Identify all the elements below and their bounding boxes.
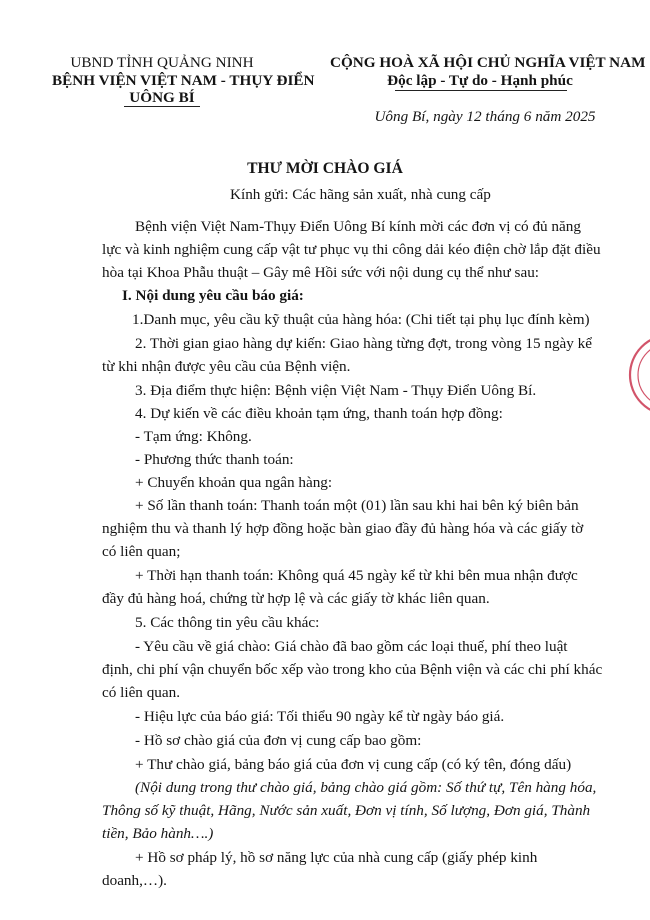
item-5-note-line-3: tiền, Bảo hành….): [102, 825, 214, 842]
item-5-quote-letter: + Thư chào giá, bảng báo giá của đơn vị cung cấp (có ký tên, đóng dấu): [135, 756, 572, 773]
item-4-advance: - Tạm ứng: Không.: [135, 428, 252, 445]
item-4-installments-line-2: nghiệm thu và thanh lý hợp đồng hoặc bàn giao đầy đủ hàng hóa và các giấy tờ: [102, 520, 584, 537]
item-4-payment-method: - Phương thức thanh toán:: [135, 451, 294, 468]
document-title: THƯ MỜI CHÀO GIÁ: [247, 160, 403, 177]
stamp-inner-ring: [638, 343, 650, 407]
stamp-outer-ring: [630, 335, 650, 415]
item-5-legal-line-1: + Hồ sơ pháp lý, hồ sơ năng lực của nhà cung cấp (giấy phép kinh: [135, 849, 538, 866]
header-right-underline: [395, 90, 567, 91]
item-5-dossier: - Hồ sơ chào giá của đơn vị cung cấp bao gồm:: [135, 732, 422, 749]
item-5-validity: - Hiệu lực của báo giá: Tối thiểu 90 ngày kể từ ngày báo giá.: [135, 708, 505, 725]
item-5-price-line-2: định, chi phí vận chuyển bốc xếp vào trong kho của Bệnh viện và các chi phí khác: [102, 661, 603, 678]
section-heading: I. Nội dung yêu cầu báo giá:: [122, 287, 304, 304]
item-2-line-1: 2. Thời gian giao hàng dự kiến: Giao hàng từng đợt, trong vòng 15 ngày kể: [135, 335, 593, 352]
hospital-name: BỆNH VIỆN VIỆT NAM - THỤY ĐIỂN: [52, 72, 315, 89]
national-motto: Độc lập - Tự do - Hạnh phúc: [387, 72, 573, 89]
hospital-location: UÔNG BÍ: [129, 89, 195, 106]
intro-line-2: lực và kinh nghiệm cung cấp vật tư phục vụ thi công dải kéo điện chờ lắp đặt điều: [102, 241, 601, 258]
item-4-bank-transfer: + Chuyển khoản qua ngân hàng:: [135, 474, 333, 491]
red-stamp-seal: [626, 330, 650, 420]
header-left-underline: [124, 106, 200, 107]
item-4-installments-line-3: có liên quan;: [102, 543, 181, 560]
national-title: CỘNG HOÀ XÃ HỘI CHỦ NGHĨA VIỆT NAM: [330, 54, 646, 71]
item-5-legal-line-2: doanh,…).: [102, 872, 167, 889]
item-5-note-line-2: Thông số kỹ thuật, Hãng, Nước sản xuất, Đơn vị tính, Số lượng, Đơn giá, Thành: [102, 802, 591, 819]
item-5-price-line-1: - Yêu cầu về giá chào: Giá chào đã bao gồm các loại thuế, phí theo luật: [135, 638, 568, 655]
intro-line-3: hòa tại Khoa Phẫu thuật – Gây mê Hồi sức với nội dung cụ thể như sau:: [102, 264, 540, 281]
item-2-line-2: từ khi nhận được yêu cầu của Bệnh viện.: [102, 358, 351, 375]
item-5-note-line-1: (Nội dung trong thư chào giá, bảng chào giá gồm: Số thứ tự, Tên hàng hóa,: [135, 779, 597, 796]
greeting: Kính gửi: Các hãng sản xuất, nhà cung cấp: [230, 186, 491, 203]
item-3: 3. Địa điểm thực hiện: Bệnh viện Việt Nam - Thụy Điển Uông Bí.: [135, 382, 537, 399]
item-5-price-line-3: có liên quan.: [102, 684, 181, 701]
item-5: 5. Các thông tin yêu cầu khác:: [135, 614, 320, 631]
intro-line-1: Bệnh viện Việt Nam-Thụy Điển Uông Bí kính mời các đơn vị có đủ năng: [135, 218, 581, 235]
item-4-installments-line-1: + Số lần thanh toán: Thanh toán một (01) lần sau khi hai bên ký biên bản: [135, 497, 579, 514]
item-4-deadline-line-2: đầy đủ hàng hoá, chứng từ hợp lệ và các giấy tờ khác liên quan.: [102, 590, 490, 607]
item-4: 4. Dự kiến về các điều khoản tạm ứng, thanh toán hợp đồng:: [135, 405, 503, 422]
document-date: Uông Bí, ngày 12 tháng 6 năm 2025: [374, 108, 596, 125]
agency-name: UBND TỈNH QUẢNG NINH: [70, 54, 254, 71]
item-4-deadline-line-1: + Thời hạn thanh toán: Không quá 45 ngày kể từ khi bên mua nhận được: [135, 567, 578, 584]
item-1: 1.Danh mục, yêu cầu kỹ thuật của hàng hóa: (Chi tiết tại phụ lục đính kèm): [132, 311, 590, 328]
